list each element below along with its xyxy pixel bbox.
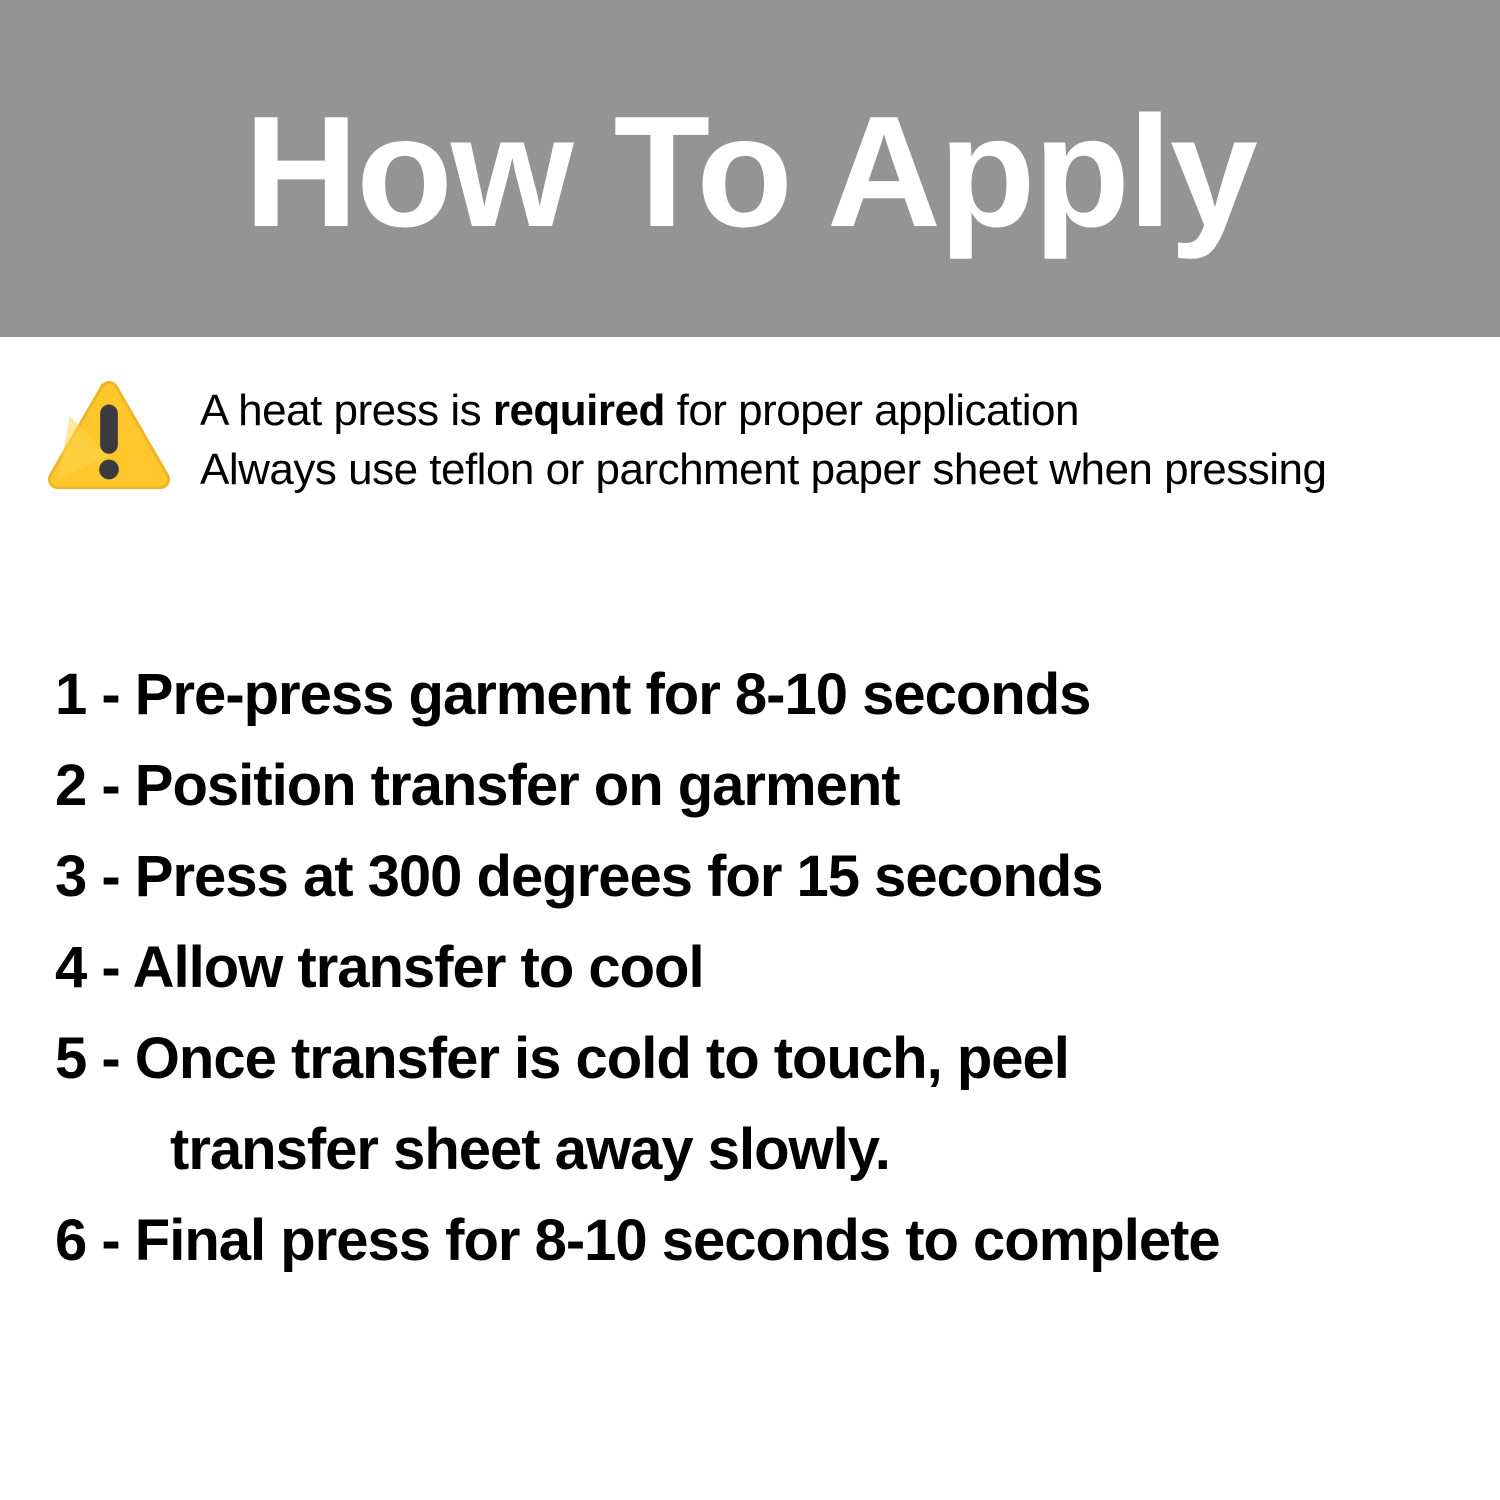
warning-line-1	[200, 381, 1326, 440]
warning-line-1-suffix: for proper application	[664, 386, 1079, 435]
required-emphasis: required	[492, 386, 665, 435]
warning-line-2: Always use teflon or parchment paper sheet when pressing	[200, 445, 1327, 494]
step-6: 6 - Final press for 8-10 seconds to complete	[55, 1208, 1220, 1273]
warning-text	[200, 377, 1326, 499]
warning-section	[46, 377, 1500, 499]
page-title: How To Apply	[244, 83, 1256, 260]
step-4: 4 - Allow transfer to cool	[55, 935, 704, 1000]
step-3: 3 - Press at 300 degrees for 15 seconds	[55, 844, 1103, 909]
header-banner	[0, 0, 1500, 337]
warning-line-1-prefix: A heat press is	[200, 386, 493, 435]
step-2: 2 - Position transfer on garment	[55, 753, 900, 818]
instructions-list	[0, 649, 1500, 1286]
step-5-continuation: transfer sheet away slowly.	[170, 1117, 890, 1182]
warning-triangle-icon	[46, 377, 172, 499]
step-1: 1 - Pre-press garment for 8-10 seconds	[55, 662, 1091, 727]
step-5: 5 - Once transfer is cold to touch, peel	[55, 1026, 1069, 1091]
